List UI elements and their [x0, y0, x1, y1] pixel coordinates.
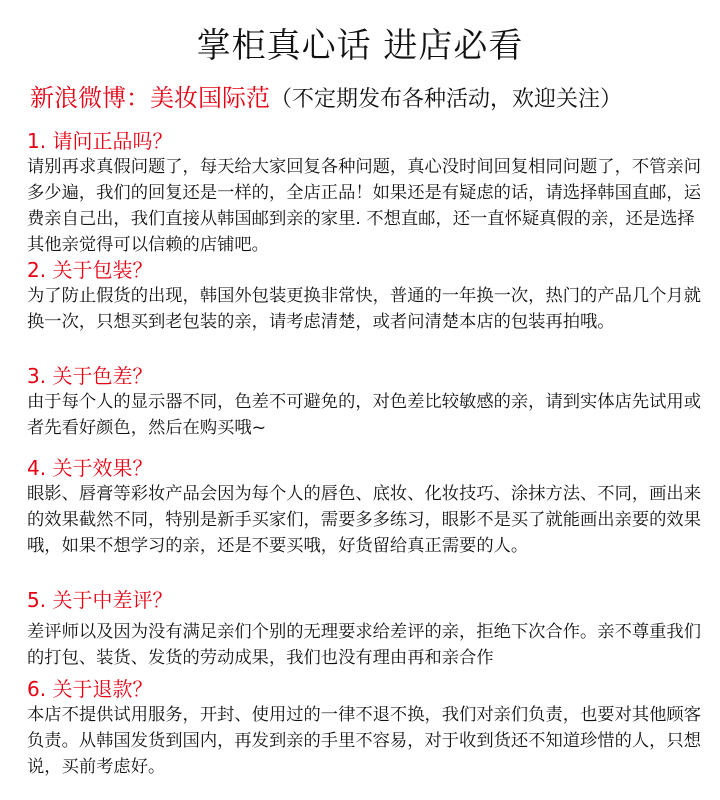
weibo-note: （不定期发布各种活动，欢迎关注） — [270, 87, 623, 112]
faq-heading: 1. 请问正品吗？ — [27, 129, 173, 153]
faq-body: 由于每个人的显示器不同，色差不可避免的，对色差比较敏感的亲，请到实体店先试用或者先看好颜色，然后在购买哦~ — [27, 392, 701, 438]
faq-section-refund — [27, 676, 708, 780]
faq-section-authenticity — [27, 128, 708, 258]
faq-body: 请别再求真假问题了，每天给大家回复各种问题，真心没时间回复相同问题了，不管亲问多少遍，我们的回复还是一样的，全店正品！如果还是有疑虑的话，请选择韩国直邮，运费亲自己出，我们直接从韩国邮到亲的家里. 不想直邮，还一直怀疑真假的亲，还是选择其他亲觉得可以信赖的店铺吧。 — [27, 157, 701, 255]
faq-body: 眼影、唇膏等彩妆产品会因为每个人的唇色、底妆、化妆技巧、涂抹方法、不同，画出来的效果截然不同，特别是新手买家们，需要多多练习，眼影不是买了就能画出亲要的效果哦，如果不想学习的亲，还是不要买哦，好货留给真正需要的人。 — [27, 484, 701, 556]
faq-section-packaging — [27, 257, 708, 335]
faq-heading: 3. 关于色差？ — [27, 364, 153, 388]
faq-section-color — [27, 363, 708, 441]
faq-body: 差评师以及因为没有满足亲们个别的无理要求给差评的亲，拒绝下次合作。亲不尊重我们的打包、装货、发货的劳动成果，我们也没有理由再和亲合作 — [27, 622, 701, 668]
faq-heading: 5. 关于中差评？ — [27, 588, 173, 612]
faq-heading: 2. 关于包装？ — [27, 258, 153, 282]
weibo-line — [30, 78, 622, 113]
faq-heading: 6. 关于退款？ — [27, 677, 153, 701]
faq-body: 为了防止假货的出现，韩国外包装更换非常快，普通的一年换一次，热门的产品几个月就换一次，只想买到老包装的亲，请考虑清楚，或者问清楚本店的包装再拍哦。 — [27, 286, 701, 332]
faq-heading: 4. 关于效果？ — [27, 456, 153, 480]
faq-section-reviews — [27, 587, 708, 671]
page-title: 掌柜真心话 进店必看 — [196, 26, 524, 66]
faq-section-effect — [27, 455, 708, 559]
faq-body: 本店不提供试用服务，开封、使用过的一律不退不换，我们对亲们负责，也要对其他顾客负责。从韩国发货到国内，再发到亲的手里不容易，对于收到货还不知道珍惜的人，只想说，买前考虑好。 — [27, 705, 701, 777]
weibo-account: 新浪微博：美妆国际范 — [30, 84, 270, 112]
